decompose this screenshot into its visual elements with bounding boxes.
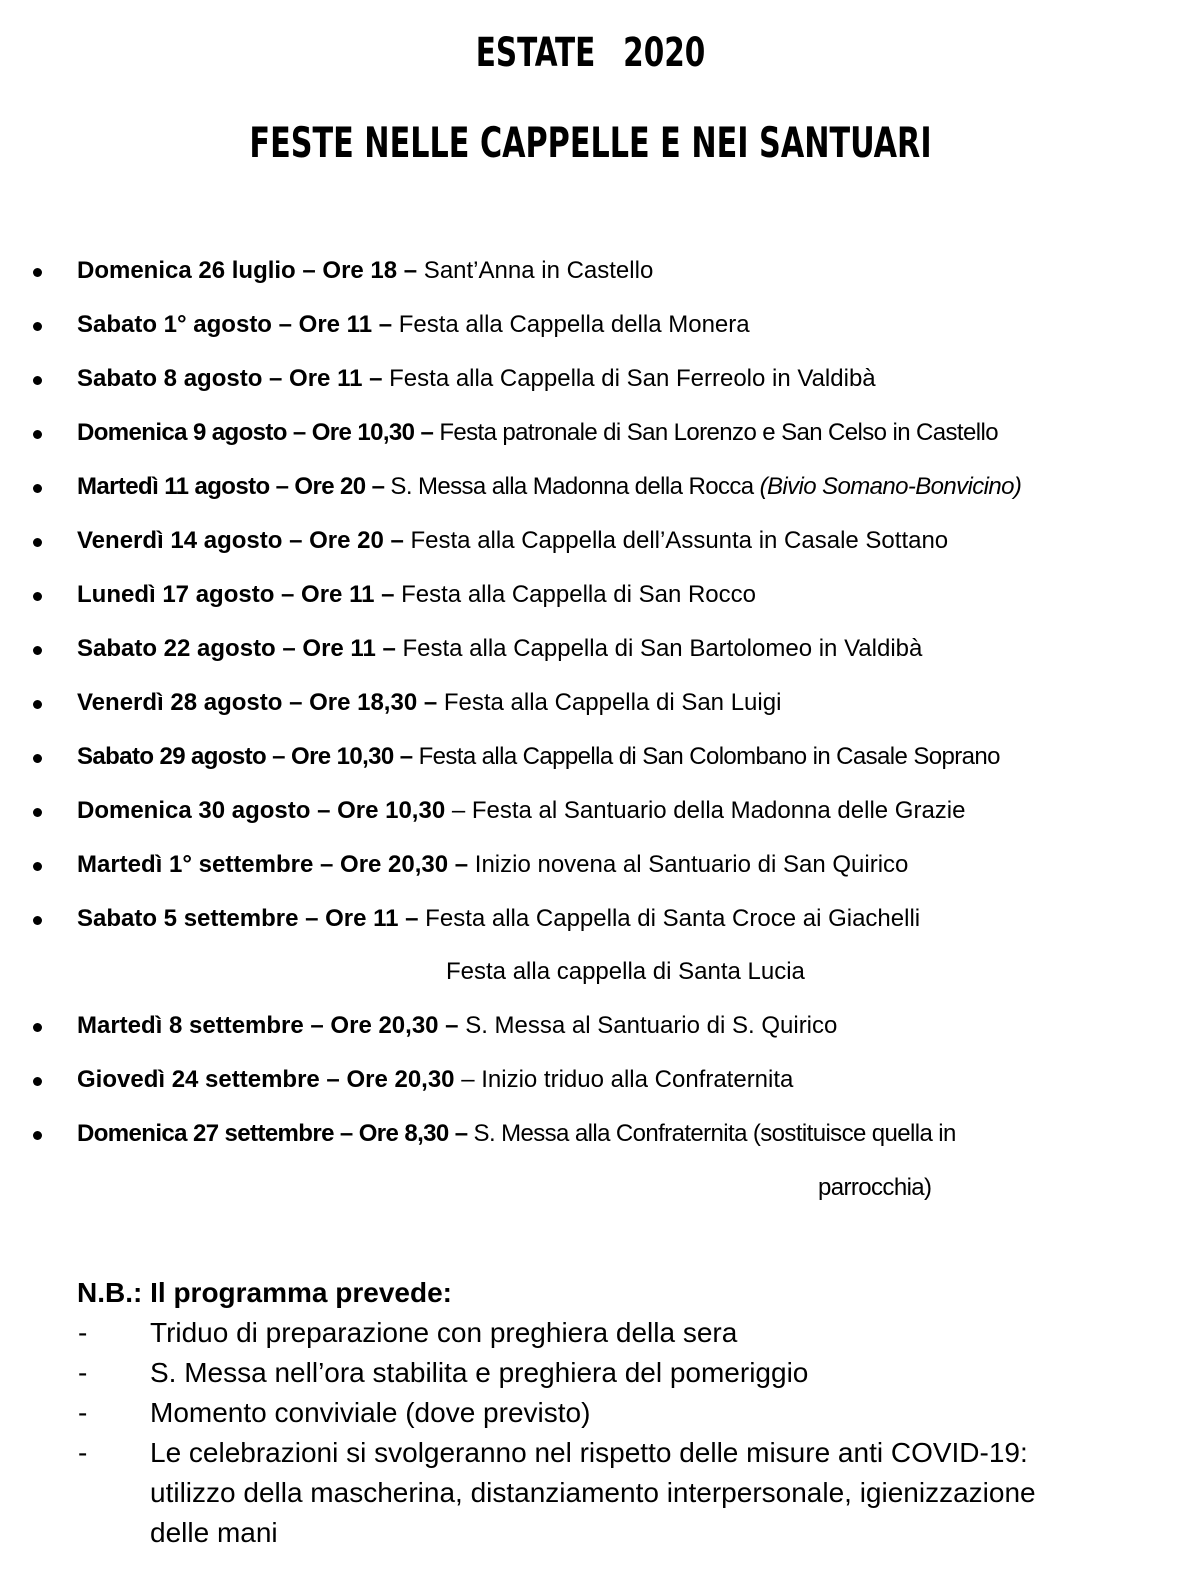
event-when: Martedì 1° settembre – Ore 20,30 –: [77, 851, 469, 878]
event-when: Domenica 9 agosto – Ore 10,30 –: [77, 419, 434, 446]
bullet-icon: [33, 1131, 42, 1140]
bullet-icon: [33, 322, 42, 331]
event-what: Festa alla Cappella dell’Assunta in Casale Sottano: [403, 527, 949, 554]
event-what: S. Messa alla Madonna della Rocca: [384, 473, 760, 500]
list-item: [0, 418, 1181, 448]
bullet-icon: [33, 646, 42, 655]
bullet-icon: [33, 1077, 42, 1086]
dash-icon: -: [78, 1317, 88, 1348]
list-item: [0, 850, 1181, 880]
event-when: Sabato 8 agosto – Ore 11 –: [77, 365, 383, 392]
event-when: Martedì 11 agosto – Ore 20 –: [77, 473, 385, 500]
list-item: [0, 742, 1181, 772]
bullet-icon: [33, 862, 42, 871]
title-year: 2020: [623, 30, 706, 76]
event-what: S. Messa alla Confraternita (sostituisce quella in: [467, 1120, 956, 1147]
list-item: [0, 904, 1181, 934]
bullet-icon: [33, 484, 42, 493]
event-when: Sabato 5 settembre – Ore 11 –: [77, 905, 419, 932]
list-item: [0, 634, 1181, 664]
bullet-icon: [33, 268, 42, 277]
list-item: [0, 310, 1181, 340]
event-when: Sabato 29 agosto – Ore 10,30 –: [77, 743, 413, 770]
event-when: Sabato 1° agosto – Ore 11 –: [77, 311, 393, 338]
list-item: [0, 256, 1181, 286]
bullet-icon: [33, 808, 42, 817]
dash-icon: -: [78, 1437, 88, 1468]
event-what: Festa alla Cappella di Santa Croce ai Giachelli: [418, 905, 921, 932]
event-what: – Festa al Santuario della Madonna delle Grazie: [445, 797, 966, 824]
page-subtitle: FESTE NELLE CAPPELLE E NEI SANTUARI: [249, 118, 932, 167]
event-when: Domenica 27 settembre – Ore 8,30 –: [77, 1120, 468, 1147]
dash-icon: -: [78, 1357, 88, 1388]
event-when: Domenica 30 agosto – Ore 10,30: [77, 797, 446, 824]
event-when: Domenica 26 luglio – Ore 18 –: [77, 257, 418, 284]
list-item: [0, 688, 1181, 718]
bullet-icon: [33, 700, 42, 709]
event-what: Festa patronale di San Lorenzo e San Celso in Castello: [433, 419, 998, 446]
event-what: Festa alla Cappella della Monera: [392, 311, 750, 338]
bullet-icon: [33, 376, 42, 385]
list-item: [0, 364, 1181, 394]
event-what: Sant’Anna in Castello: [417, 257, 654, 284]
nb-item-text: Momento conviviale (dove previsto): [150, 1397, 591, 1428]
dash-icon: -: [78, 1397, 88, 1428]
list-item: [0, 1065, 1181, 1095]
bullet-icon: [33, 592, 42, 601]
event-what: Festa alla Cappella di San Rocco: [394, 581, 756, 608]
bullet-icon: [33, 754, 42, 763]
list-item: [0, 796, 1181, 826]
nb-item-text: Le celebrazioni si svolgeranno nel rispetto delle misure anti COVID-19:: [150, 1437, 1028, 1468]
event-what: – Inizio triduo alla Confraternita: [454, 1066, 794, 1093]
nb-title: N.B.: Il programma prevede:: [77, 1277, 452, 1308]
event-continuation: parrocchia): [818, 1174, 932, 1201]
list-item: [0, 472, 1181, 502]
page-title: [106, 30, 1074, 76]
event-when: Venerdì 28 agosto – Ore 18,30 –: [77, 689, 438, 716]
list-item: [0, 1119, 1181, 1149]
event-what: Festa alla Cappella di San Ferreolo in Valdibà: [382, 365, 876, 392]
bullet-icon: [33, 916, 42, 925]
event-when: Sabato 22 agosto – Ore 11 –: [77, 635, 396, 662]
title-word: ESTATE: [475, 30, 596, 76]
event-when: Giovedì 24 settembre – Ore 20,30: [77, 1066, 455, 1093]
event-note: (Bivio Somano-Bonvicino): [759, 473, 1022, 500]
event-when: Lunedì 17 agosto – Ore 11 –: [77, 581, 395, 608]
list-item: [0, 1011, 1181, 1041]
event-when: Venerdì 14 agosto – Ore 20 –: [77, 527, 404, 554]
event-when: Martedì 8 settembre – Ore 20,30 –: [77, 1012, 459, 1039]
nb-item-text: Triduo di preparazione con preghiera della sera: [150, 1317, 738, 1348]
bullet-icon: [33, 430, 42, 439]
event-what: S. Messa al Santuario di S. Quirico: [458, 1012, 838, 1039]
bullet-icon: [33, 1023, 42, 1032]
list-item: [0, 580, 1181, 610]
event-what: Festa alla Cappella di San Colombano in Casale Soprano: [412, 743, 1000, 770]
event-what: Festa alla Cappella di San Luigi: [437, 689, 782, 716]
event-what: Festa alla Cappella di San Bartolomeo in Valdibà: [395, 635, 923, 662]
list-item: [0, 526, 1181, 556]
nb-item-text: utilizzo della mascherina, distanziamento interpersonale, igienizzazione: [150, 1477, 1036, 1508]
bullet-icon: [33, 538, 42, 547]
nb-item-text: S. Messa nell’ora stabilita e preghiera del pomeriggio: [150, 1357, 809, 1388]
event-what: Inizio novena al Santuario di San Quirico: [468, 851, 909, 878]
event-continuation: Festa alla cappella di Santa Lucia: [446, 958, 805, 985]
nb-item-text: delle mani: [150, 1517, 278, 1548]
